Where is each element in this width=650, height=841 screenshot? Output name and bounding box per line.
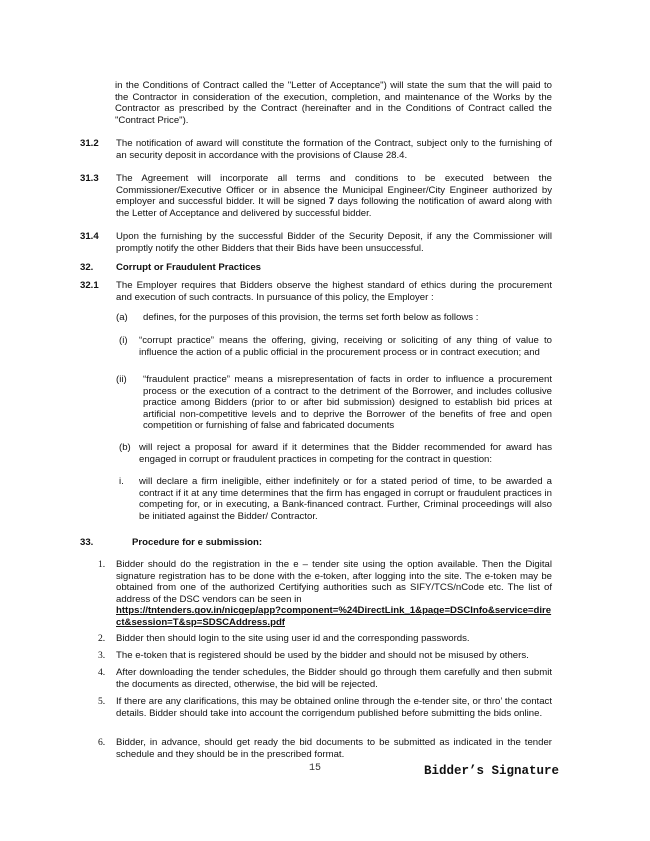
list-number: 1. xyxy=(98,559,106,570)
clause-text xyxy=(116,173,552,219)
page-number: 15 xyxy=(309,763,322,774)
list-marker: i. xyxy=(119,476,124,487)
clause-text: Upon the furnishing by the successful Bidder of the Security Deposit, if any the Commissioner will promptly notify the other Bidders that their Bids have been unsuccessful. xyxy=(116,231,552,254)
list-item-body: Bidder should do the registration in the e – tender site using the option available. Then the Digital signature registration has to be done with the e-token, after logging into the site. The e-token may be obtained from one of the authorized Certifying authorities such as SIFY/TCS/nCode etc. The list of address of the DSC vendors can be seen in xyxy=(116,559,552,605)
list-item-text: If there are any clarifications, this may be obtained online through the e-tender site, or thro’ the contact details. Bidder should take into account the corrigendum published before submitting the bids online. xyxy=(116,696,552,719)
list-item-text: will reject a proposal for award if it determines that the Bidder recommended for award has engaged in corrupt or fraudulent practices in competing for the contract in question: xyxy=(139,442,552,465)
section-heading: Procedure for e submission: xyxy=(132,537,263,548)
list-item-text xyxy=(116,559,552,629)
section-heading: Corrupt or Fraudulent Practices xyxy=(116,262,261,273)
list-item-text: Bidder then should login to the site using user id and the corresponding passwords. xyxy=(116,633,470,644)
list-number: 2. xyxy=(98,633,106,644)
list-number: 3. xyxy=(98,650,106,661)
list-number: 4. xyxy=(98,667,106,678)
intro-paragraph: in the Conditions of Contract called the "Letter of Acceptance") will state the sum that the will paid to the Contractor in consideration of the execution, completion, and maintenance of the Works by the Contractor as prescribed by the Contract (hereinafter and in the Conditions of Contract called the "Contract Price"). xyxy=(115,80,552,126)
dsc-vendors-link[interactable]: https://tntenders.gov.in/nicgep/app?component=%24DirectLink_1&page=DSCInfo&service=direct&session=T&sp=SDSCAddress.pdf xyxy=(116,605,552,628)
clause-number: 31.4 xyxy=(80,231,99,242)
list-number: 5. xyxy=(98,696,106,707)
signature-label: Bidder’s Signature xyxy=(424,764,560,778)
list-item-text: “corrupt practice” means the offering, giving, receiving or soliciting of any thing of value to influence the action of a public official in the procurement process or in contract execution; and xyxy=(139,335,552,358)
clause-text-part: The Agreement will incorporate all terms and conditions to be executed between the Commissioner/Executive Officer or in absence the Municipal Engineer/City Engineer authorized by employer and successful bidder. It will be signed xyxy=(116,173,552,208)
clause-text: The notification of award will constitute the formation of the Contract, subject only to the furnishing of an security deposit in accordance with the provisions of Clause 28.4. xyxy=(116,138,552,161)
list-item-text: After downloading the tender schedules, the Bidder should go through them carefully and then submit the documents as directed, otherwise, the bid will be rejected. xyxy=(116,667,552,690)
list-item-text: defines, for the purposes of this provision, the terms set forth below as follows : xyxy=(143,312,479,323)
list-marker: (i) xyxy=(119,335,128,346)
clause-number: 32.1 xyxy=(80,280,99,291)
list-marker: (ii) xyxy=(116,374,127,385)
clause-days-value: 7 xyxy=(328,196,335,208)
list-marker: (b) xyxy=(119,442,131,453)
list-item-text: will declare a firm ineligible, either indefinitely or for a stated period of time, to be awarded a contract if it at any time determines that the firm has engaged in corrupt or fraudulent practices in competing for, or in executing, a Bank-financed contract. Further, Criminal proceedings will also be initiated against the Bidder/ Contractor. xyxy=(139,476,552,522)
list-number: 6. xyxy=(98,737,106,748)
section-number: 32. xyxy=(80,262,94,273)
clause-number: 31.2 xyxy=(80,138,99,149)
section-number: 33. xyxy=(80,537,94,548)
list-item-text: “fraudulent practice” means a misrepresentation of facts in order to influence a procurement process or the execution of a contract to the detriment of the Borrower, and includes collusive practice among Bidders (prior to or after bid submission) designed to establish bid prices at artificial non-competitive levels and to deprive the Borrower of the benefits of free and open competition or furnishing of false and fabricated documents xyxy=(143,374,552,432)
list-item-text: The e-token that is registered should be used by the bidder and should not be misused by others. xyxy=(116,650,529,661)
clause-number: 31.3 xyxy=(80,173,99,184)
clause-text: The Employer requires that Bidders observe the highest standard of ethics during the procurement and execution of such contracts. In pursuance of this policy, the Employer : xyxy=(116,280,552,303)
list-marker: (a) xyxy=(116,312,128,323)
clause-text-part: days following the notification of award along with the Letter of Acceptance and delivered by successful bidder. xyxy=(116,196,552,219)
list-item-text: Bidder, in advance, should get ready the bid documents to be submitted as indicated in the tender schedule and they should be in the prescribed format. xyxy=(116,737,552,760)
